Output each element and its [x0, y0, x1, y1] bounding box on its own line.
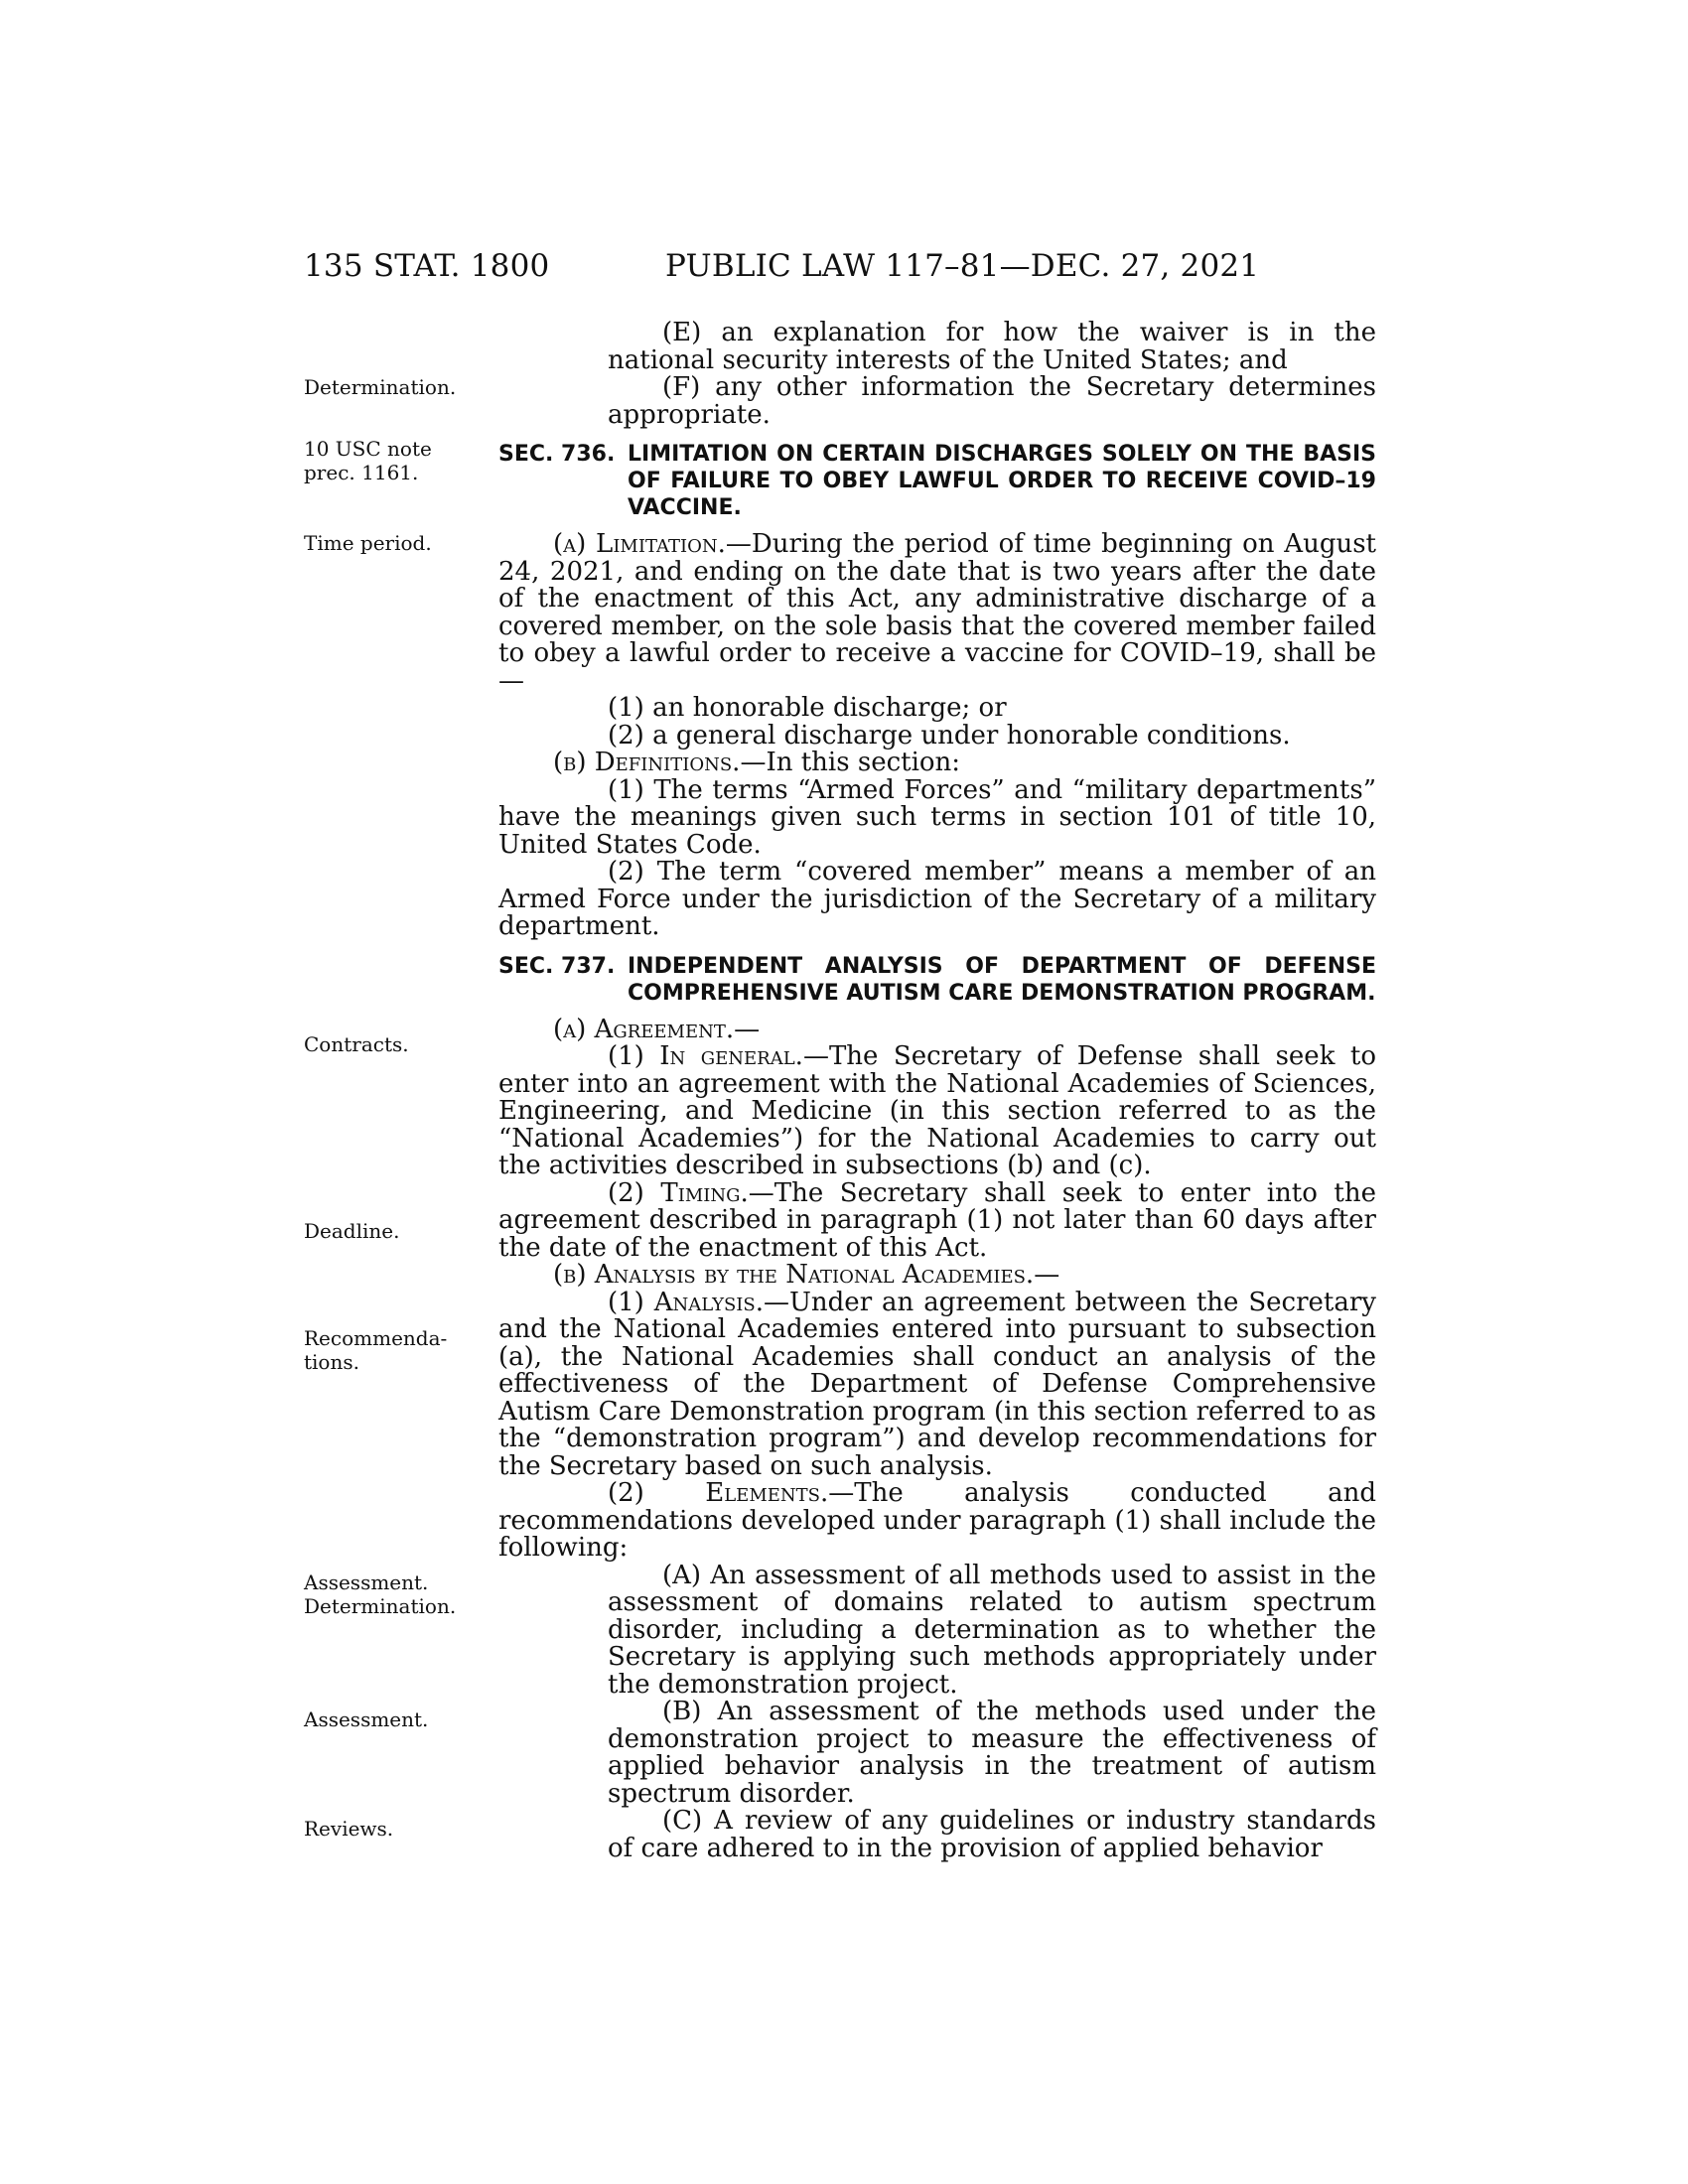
- margin-note: Contracts.: [304, 1032, 409, 1056]
- statute-text: [498, 320, 1376, 1862]
- paragraph-analysis-2: (2) Elements.—The analysis conducted and recommendations developed under paragraph (1) shall include the following:: [498, 1478, 1376, 1563]
- margin-note: Deadline.: [304, 1219, 400, 1243]
- subsection-b: (b) Definitions.—In this section:: [553, 748, 961, 777]
- paragraph-agreement-2: (2) Timing.—The Secretary shall seek to enter into the agreement described in paragraph (1) not later than 60 days after the date of the enactment of this Act.: [498, 1177, 1376, 1263]
- paragraph-agreement-1: (1) In general.—The Secretary of Defense shall seek to enter into an agreement with the National Academies of Sciences, Engineering, and Medicine (in this section referred to as the “National Academies”) for the National Academies to carry out the activities described in subsections (b) and (c).: [498, 1041, 1377, 1180]
- running-header: PUBLIC LAW 117–81—DEC. 27, 2021: [665, 248, 1260, 284]
- margin-note: Recommenda- tions.: [304, 1326, 448, 1374]
- paragraph-a2: (2) a general discharge under honorable conditions.: [608, 720, 1291, 751]
- section-736-heading: SEC. 736. LIMITATION ON CERTAIN DISCHARGES SOLELY ON THE BASIS OF FAILURE TO OBEY LAWFUL ORDER TO RECEIVE COVID–19 VACCINE.: [498, 442, 1376, 520]
- paragraph-b1: (1) The terms “Armed Forces” and “military departments” have the meanings given such terms in section 101 of title 10, United States Code.: [498, 774, 1376, 860]
- margin-note: Determination.: [304, 375, 457, 399]
- subsection-agreement: (a) Agreement.—: [553, 1014, 761, 1044]
- subparagraph-f: (F) any other information the Secretary determines appropriate.: [608, 372, 1376, 430]
- margin-note: Assessment.: [304, 1707, 429, 1731]
- margin-note: 10 USC note prec. 1161.: [304, 437, 432, 484]
- subsection-a: (a) Limitation.—During the period of time beginning on August 24, 2021, and ending on the date that is two years after the date of the enactment of this Act, any administrative discharge of a covered member, on the sole basis that the covered member failed to obey a lawful order to receive a vaccine for COVID–19, shall be—: [498, 529, 1376, 696]
- paragraph-analysis-1: (1) Analysis.—Under an agreement between the Secretary and the National Academies entered into pursuant to subsection (a), the National Academies shall conduct an analysis of the effectiveness of the Department of Defense Comprehensive Autism Care Demonstration program (in this section referred to as the “demonstration program”) and develop recommendations for the Secretary based on such analysis.: [498, 1287, 1376, 1481]
- margin-note: Assessment. Determination.: [304, 1570, 457, 1618]
- subparagraph-e: (E) an explanation for how the waiver is in the national security interests of the United States; and: [608, 318, 1376, 375]
- subparagraph-C: (C) A review of any guidelines or industry standards of care adhered to in the provision of applied behavior: [608, 1806, 1376, 1863]
- margin-note: Time period.: [304, 531, 432, 555]
- paragraph-b2: (2) The term “covered member” means a member of an Armed Force under the jurisdiction of the Secretary of a military department.: [498, 857, 1376, 941]
- paragraph-a1: (1) an honorable discharge; or: [608, 693, 1007, 723]
- page-citation: 135 STAT. 1800: [304, 248, 550, 284]
- subparagraph-B: (B) An assessment of the methods used under the demonstration project to measure the effectiveness of applied behavior analysis in the treatment of autism spectrum disorder.: [608, 1697, 1376, 1809]
- margin-note: Reviews.: [304, 1817, 394, 1841]
- subparagraph-A: (A) An assessment of all methods used to assist in the assessment of domains related to autism spectrum disorder, including a determination as to whether the Secretary is applying such methods appropriately under the demonstration project.: [608, 1560, 1376, 1700]
- subsection-analysis: (b) Analysis by the National Academies.—: [553, 1260, 1060, 1290]
- section-737-heading: SEC. 737. INDEPENDENT ANALYSIS OF DEPARTMENT OF DEFENSE COMPREHENSIVE AUTISM CARE DEMONSTRATION PROGRAM.: [498, 953, 1376, 1006]
